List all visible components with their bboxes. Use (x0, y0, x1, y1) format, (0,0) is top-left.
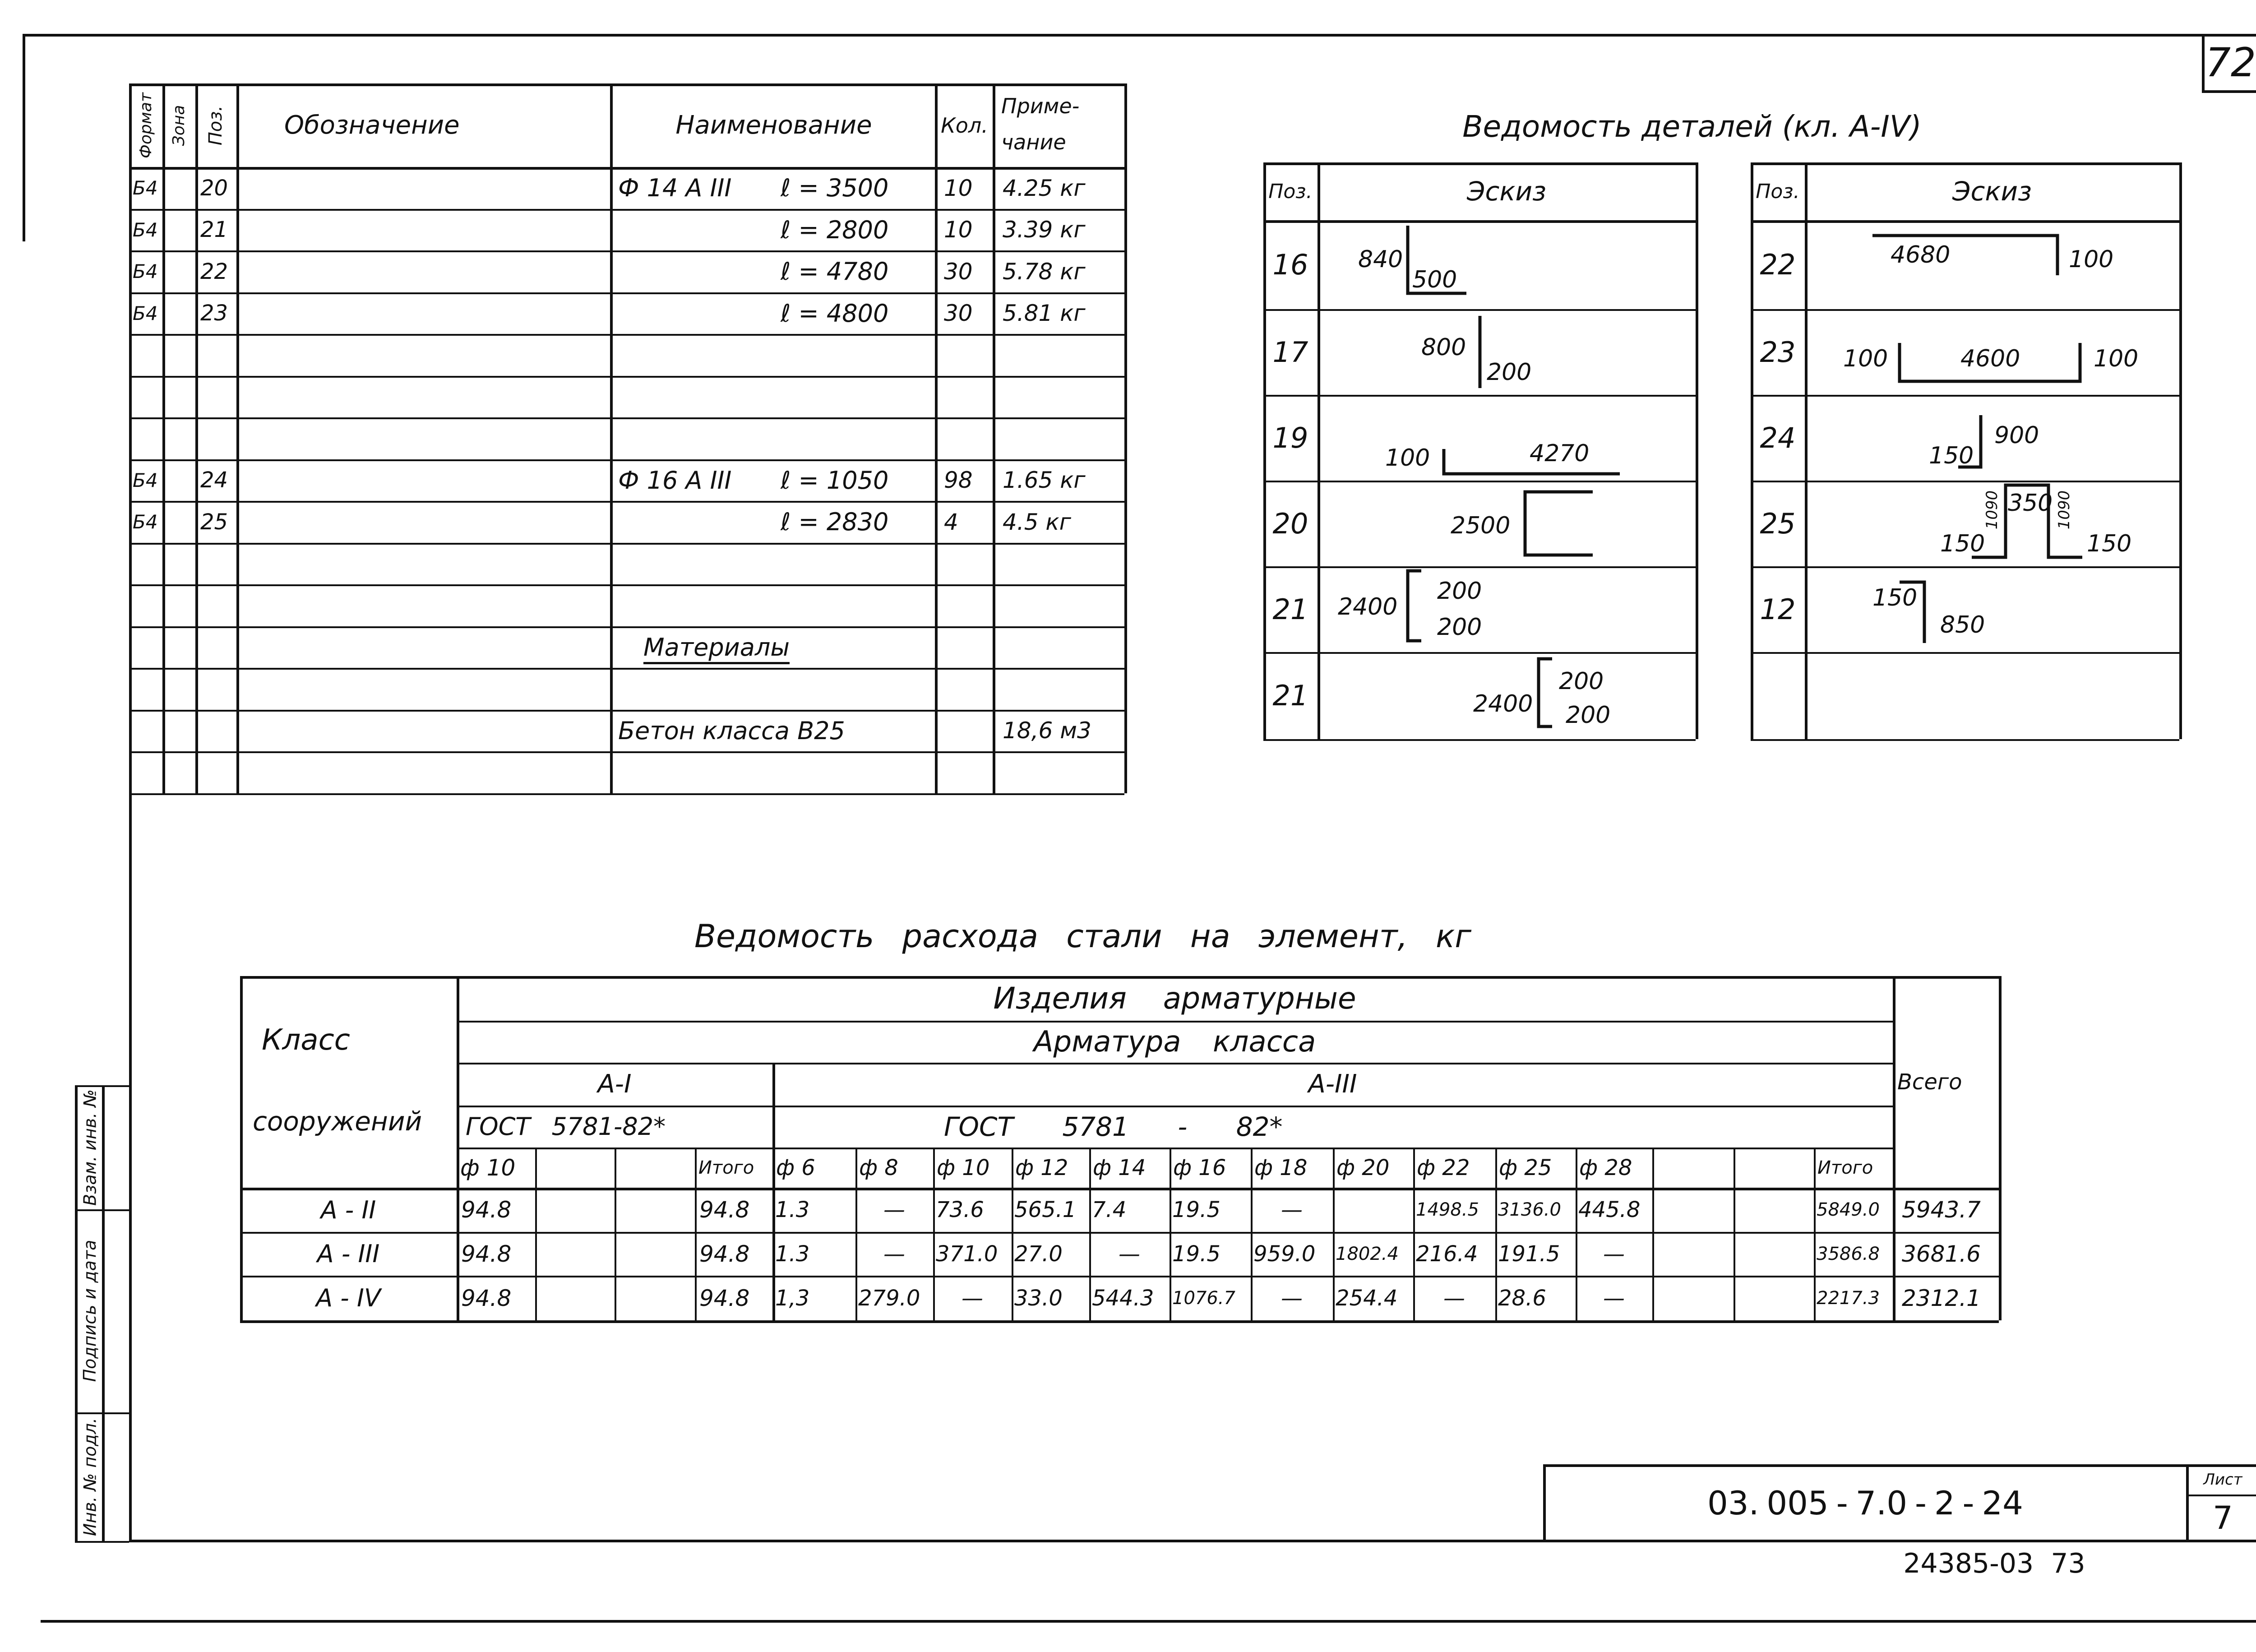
steel-a3-value: 216.4 (1416, 1241, 1478, 1267)
stamp-label: Взам. инв. № (80, 1089, 100, 1206)
row-name-a: Бетон класса В25 (618, 716, 845, 745)
sketch-21a-bar (1408, 571, 1421, 641)
details-sketch-header: Эскиз (1467, 176, 1546, 207)
row-pos: 23 (200, 301, 228, 326)
steel-a3-value: 1802.4 (1336, 1243, 1399, 1264)
row-pos: 21 (200, 217, 228, 242)
sketch-20-bar (1525, 492, 1593, 555)
row-pos: 22 (200, 259, 228, 284)
steel-products-header: Изделия арматурные (993, 981, 1356, 1016)
stamp-line (75, 1085, 129, 1087)
detail-pos: 21 (1272, 679, 1308, 712)
sketch-dimension: 200 (1559, 668, 1604, 695)
row-note: 18,6 м3 (1003, 717, 1091, 744)
steel-class-label-2: сооружений (253, 1106, 422, 1137)
steel-gost-a1: ГОСТ 5781-82* (466, 1112, 666, 1141)
row-name-a: Ф 16 А III (618, 466, 732, 495)
steel-a1-value: 94.8 (699, 1240, 750, 1267)
sketch-dimension: 150 (1940, 530, 1985, 557)
sketch-dimension: 150 (1929, 442, 1974, 469)
detail-pos: 24 (1760, 421, 1796, 454)
sketch-dimension: 2400 (1338, 593, 1398, 620)
row-name-b: ℓ = 1050 (781, 466, 889, 495)
stamp-line (75, 1412, 129, 1414)
steel-a3-value (1734, 1232, 1817, 1276)
steel-a3-value (1333, 1188, 1416, 1232)
steel-a3-value: — (1281, 1197, 1303, 1222)
steel-a1-value: 94.8 (461, 1240, 512, 1267)
steel-a3-value: — (962, 1285, 983, 1311)
steel-row-total: 2312.1 (1902, 1285, 1981, 1311)
row-qty: 4 (944, 509, 958, 535)
steel-a1-value: 94.8 (699, 1285, 750, 1311)
steel-row-total: 3681.6 (1902, 1240, 1981, 1267)
header-note-1: Приме- (1001, 94, 1080, 118)
details-sketch-header: Эскиз (1952, 176, 2032, 207)
steel-a1-value (535, 1188, 619, 1232)
corner-number: 72 (2205, 39, 2256, 86)
steel-a3-col-header: ф 25 (1499, 1155, 1552, 1180)
steel-a1-col-header (615, 1148, 698, 1188)
detail-pos: 12 (1760, 592, 1796, 626)
header-name: Наименование (675, 111, 872, 140)
sketch-dimension: 100 (2094, 345, 2139, 372)
row-name-b: ℓ = 2800 (781, 215, 889, 244)
steel-a3-value: 2217.3 (1817, 1287, 1880, 1309)
sketch-dimension: 1090 (2055, 490, 2073, 530)
steel-a1-value (615, 1232, 699, 1276)
steel-a3-value: — (883, 1241, 905, 1267)
row-note: 5.81 кг (1003, 300, 1086, 326)
steel-row-class: А - IV (316, 1284, 381, 1312)
sketch-dimension: 4680 (1891, 241, 1951, 268)
steel-a3-col-header: ф 14 (1093, 1155, 1146, 1180)
steel-a3-col-header: ф 8 (859, 1155, 898, 1180)
sketch-dimension: 4270 (1530, 440, 1590, 467)
row-name-a: Ф 14 А III (618, 174, 732, 202)
steel-a3-value: 371.0 (936, 1241, 998, 1267)
stamp-label: Подпись и дата (80, 1240, 100, 1382)
sketch-dimension: 900 (1994, 422, 2039, 449)
steel-a3-value: — (883, 1197, 905, 1222)
steel-a3-value: 1,3 (775, 1285, 810, 1311)
steel-a3-value: — (1281, 1285, 1303, 1311)
sketch-dimension: 350 (2008, 490, 2053, 517)
header-note-2: чание (1001, 130, 1066, 154)
steel-row-class: А - II (320, 1195, 376, 1224)
steel-a3-col-header: ф 22 (1417, 1155, 1470, 1180)
steel-a3-value: 959.0 (1253, 1241, 1316, 1267)
steel-a3-value: 191.5 (1498, 1241, 1560, 1267)
detail-pos: 25 (1760, 507, 1796, 540)
sheet-number: 7 (2213, 1499, 2233, 1536)
row-name-b: ℓ = 4800 (781, 299, 889, 328)
steel-a3-value: 1076.7 (1172, 1287, 1235, 1309)
steel-a1-value (535, 1232, 619, 1276)
steel-a1-value (535, 1276, 619, 1320)
row-pos: 25 (200, 509, 228, 535)
steel-a3-value (1652, 1276, 1736, 1320)
steel-a3-value: 279.0 (858, 1285, 920, 1311)
drawing-code: 03. 005 - 7.0 - 2 - 24 (1707, 1484, 2023, 1522)
steel-a3-value (1734, 1276, 1817, 1320)
sketch-dimension: 200 (1437, 578, 1482, 605)
header-designation: Обозначение (284, 111, 460, 140)
steel-a3-value: — (1443, 1285, 1465, 1311)
steel-a1-col-header: ф 10 (460, 1154, 516, 1181)
steel-a3-col-header: ф 6 (776, 1155, 815, 1180)
steel-a1-value (615, 1188, 699, 1232)
steel-a3-value: 19.5 (1172, 1241, 1220, 1267)
sketch-21b-bar (1539, 659, 1552, 727)
row-pos: 20 (200, 175, 228, 201)
steel-a1-value (615, 1276, 699, 1320)
footer-number: 24385-03 73 (1903, 1548, 2085, 1579)
steel-a3-col-header (1734, 1148, 1817, 1188)
sketch-dimension: 850 (1940, 611, 1985, 639)
row-qty: 30 (944, 258, 973, 285)
row-qty: 98 (944, 467, 973, 493)
steel-a1-value: 94.8 (699, 1197, 750, 1223)
steel-a3-value (1652, 1232, 1736, 1276)
steel-a3-value: — (1603, 1241, 1625, 1267)
sketch-dimension: 100 (1385, 444, 1430, 472)
sketch-dimension: 150 (2087, 530, 2132, 557)
row-name-b: ℓ = 4780 (781, 257, 889, 286)
header-qty: Кол. (941, 113, 988, 138)
header-format: Формат (136, 92, 155, 158)
row-format: Б4 (133, 469, 158, 491)
row-name-a: Материалы (643, 633, 790, 662)
row-note: 4.5 кг (1003, 509, 1071, 535)
steel-a3-value: 28.6 (1498, 1285, 1546, 1311)
row-note: 5.78 кг (1003, 258, 1086, 285)
steel-a3-value: 5849.0 (1817, 1199, 1880, 1220)
details-title: Ведомость деталей (кл. А-IV) (1462, 109, 1922, 144)
steel-row-class: А - III (317, 1240, 380, 1268)
steel-a3-value: 544.3 (1092, 1285, 1154, 1311)
steel-a3-col-header: ф 20 (1336, 1155, 1390, 1180)
detail-pos: 21 (1272, 592, 1308, 626)
details-pos-header: Поз. (1268, 180, 1313, 203)
steel-a1-col-header: Итого (698, 1157, 754, 1178)
steel-a3-col-header: ф 10 (937, 1155, 990, 1180)
detail-pos: 22 (1760, 248, 1796, 281)
steel-class-a3: А-III (1308, 1069, 1357, 1099)
steel-a3-value: 254.4 (1336, 1285, 1398, 1311)
steel-a3-value: 1.3 (775, 1241, 810, 1267)
steel-a3-value: 565.1 (1014, 1197, 1077, 1222)
steel-a3-col-header: Итого (1817, 1157, 1873, 1178)
steel-a3-value: 445.8 (1578, 1197, 1641, 1222)
steel-gost-a3: ГОСТ 5781 - 82* (944, 1111, 1283, 1142)
steel-title: Ведомость расхода стали на элемент, кг (694, 918, 1472, 955)
row-qty: 10 (944, 175, 973, 201)
sketch-dimension: 200 (1487, 359, 1532, 386)
sketch-dimension: 100 (1843, 345, 1888, 372)
sketch-dimension: 2400 (1473, 690, 1533, 717)
row-pos: 24 (200, 467, 228, 493)
steel-a3-value: 73.6 (936, 1197, 984, 1222)
steel-a1-col-header (535, 1148, 618, 1188)
steel-a3-value: 1.3 (775, 1197, 810, 1222)
steel-a1-value: 94.8 (461, 1285, 512, 1311)
row-name-b: ℓ = 2830 (781, 508, 889, 536)
row-note: 4.25 кг (1003, 175, 1086, 201)
steel-a3-col-header: ф 12 (1015, 1155, 1068, 1180)
sketch-dimension: 150 (1872, 584, 1918, 611)
sketch-dimension: 2500 (1451, 512, 1511, 539)
steel-a3-value: 7.4 (1092, 1197, 1127, 1222)
row-format: Б4 (133, 302, 158, 324)
stamp-line (75, 1541, 129, 1543)
sketch-dimension: 200 (1566, 702, 1611, 729)
detail-pos: 20 (1272, 507, 1308, 540)
row-qty: 10 (944, 217, 973, 243)
header-zone: Зона (169, 105, 188, 146)
row-format: Б4 (133, 260, 158, 282)
sketch-dimension: 100 (2069, 246, 2114, 273)
steel-class-label-1: Класс (262, 1023, 350, 1057)
steel-a3-value: 3586.8 (1817, 1243, 1880, 1264)
steel-a3-value: 19.5 (1172, 1197, 1220, 1222)
detail-pos: 23 (1760, 335, 1796, 369)
row-name-b: ℓ = 3500 (781, 174, 889, 202)
steel-total-header: Всего (1897, 1069, 1962, 1095)
row-note: 3.39 кг (1003, 217, 1086, 243)
details-pos-header: Поз. (1756, 180, 1800, 203)
steel-class-a1: А-I (597, 1069, 632, 1099)
steel-a3-value: 3136.0 (1498, 1199, 1561, 1220)
sketch-dimension: 500 (1412, 266, 1457, 293)
detail-pos: 17 (1272, 335, 1308, 369)
stamp-line (75, 1209, 129, 1211)
steel-a3-col-header: ф 28 (1579, 1155, 1632, 1180)
row-qty: 30 (944, 300, 973, 326)
steel-a1-value: 94.8 (461, 1197, 512, 1223)
steel-a3-value (1652, 1188, 1736, 1232)
steel-bottom-border (240, 1320, 1999, 1323)
sketch-dimension: 200 (1437, 614, 1482, 641)
steel-a3-value: — (1603, 1285, 1625, 1311)
steel-a3-col-header (1652, 1148, 1737, 1188)
steel-a3-value: 27.0 (1014, 1241, 1063, 1267)
sketch-dimension: 840 (1358, 246, 1403, 273)
sketch-dimension: 800 (1421, 334, 1466, 361)
sketch-dimension: 1090 (1983, 490, 2001, 530)
row-note: 1.65 кг (1003, 467, 1086, 493)
row-format: Б4 (133, 218, 158, 241)
steel-rebar-class-header: Арматура класса (1033, 1025, 1316, 1059)
steel-a3-col-header: ф 16 (1173, 1155, 1226, 1180)
steel-a3-value: 1498.5 (1416, 1199, 1479, 1220)
row-format: Б4 (133, 511, 158, 533)
detail-pos: 19 (1272, 421, 1308, 454)
steel-a3-col-header: ф 18 (1254, 1155, 1308, 1180)
sketch-dimension: 4600 (1960, 345, 2020, 372)
row-format: Б4 (133, 177, 158, 199)
stamp-label: Инв. № подл. (80, 1417, 100, 1536)
sheet-label: Лист (2203, 1471, 2242, 1489)
steel-row-total: 5943.7 (1902, 1197, 1981, 1223)
header-pos: Поз. (205, 105, 226, 145)
steel-a3-value: — (1119, 1241, 1140, 1267)
steel-a3-value: 33.0 (1014, 1285, 1063, 1311)
detail-pos: 16 (1272, 248, 1308, 281)
steel-a3-value (1734, 1188, 1817, 1232)
